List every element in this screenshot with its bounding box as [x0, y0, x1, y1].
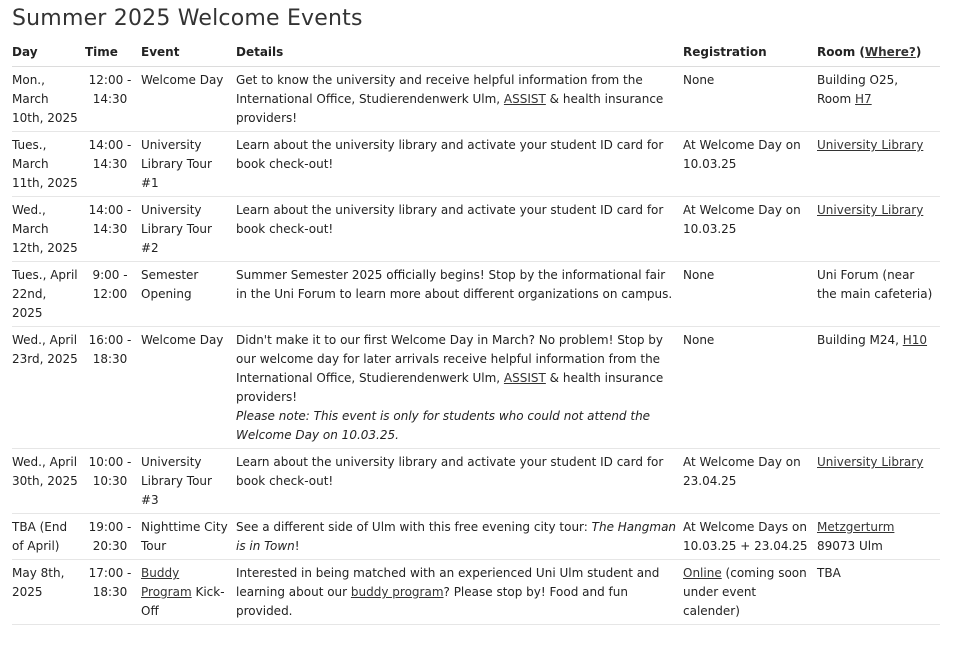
- registration-cell: None: [683, 327, 817, 449]
- registration-cell: At Welcome Day on 23.04.25: [683, 449, 817, 514]
- details-text: Get to know the university and receive helpful information from the International Office, Studierendenwerk Ulm,: [236, 73, 643, 106]
- university-library-link[interactable]: University Library: [817, 138, 924, 152]
- room-cell: [817, 514, 940, 560]
- details-cell: [236, 514, 683, 560]
- events-table: [12, 39, 940, 625]
- event-cell: Welcome Day: [141, 67, 236, 132]
- room-cell: [817, 132, 940, 197]
- details-cell: Learn about the university library and activate your student ID card for book check-out!: [236, 197, 683, 262]
- registration-cell: At Welcome Day on 10.03.25: [683, 197, 817, 262]
- day-cell: May 8th, 2025: [12, 560, 85, 625]
- details-cell: Summer Semester 2025 officially begins! Stop by the informational fair in the Uni Forum to learn more about different organizations on campus.: [236, 262, 683, 327]
- time-cell: 16:00 - 18:30: [85, 327, 141, 449]
- column-header-registration: Registration: [683, 39, 817, 67]
- column-header-event: Event: [141, 39, 236, 67]
- column-header-time: Time: [85, 39, 141, 67]
- university-library-link[interactable]: University Library: [817, 455, 924, 469]
- time-cell: 14:00 - 14:30: [85, 132, 141, 197]
- time-cell: 9:00 - 12:00: [85, 262, 141, 327]
- table-row: [12, 132, 940, 197]
- room-link-h7[interactable]: H7: [855, 92, 872, 106]
- details-text: !: [294, 539, 300, 553]
- tour-title: The Hangman is in Town: [236, 520, 677, 553]
- time-cell: 14:00 - 14:30: [85, 197, 141, 262]
- table-row: [12, 449, 940, 514]
- metzgerturm-link[interactable]: Metzgerturm: [817, 520, 895, 534]
- column-header-details: Details: [236, 39, 683, 67]
- room-cell: [817, 197, 940, 262]
- event-cell: University Library Tour #2: [141, 197, 236, 262]
- details-note: Please note: This event is only for students who could not attend the Welcome Day on 10.03.25.: [236, 409, 651, 442]
- buddy-program-link[interactable]: buddy program: [350, 585, 444, 599]
- event-cell: Welcome Day: [141, 327, 236, 449]
- time-cell: 10:00 - 10:30: [85, 449, 141, 514]
- registration-cell: None: [683, 67, 817, 132]
- where-link[interactable]: Where?: [864, 45, 916, 59]
- details-text: & health insurance providers!: [236, 371, 664, 404]
- day-cell: Wed., April 30th, 2025: [12, 449, 85, 514]
- column-header-room: [817, 39, 940, 67]
- event-cell: [141, 560, 236, 625]
- event-cell: University Library Tour #3: [141, 449, 236, 514]
- room-cell: [817, 327, 940, 449]
- room-header-prefix: Room (: [817, 45, 865, 59]
- room-text: Building M24,: [817, 333, 903, 347]
- time-cell: 12:00 - 14:30: [85, 67, 141, 132]
- registration-cell: [683, 560, 817, 625]
- room-cell: TBA: [817, 560, 940, 625]
- day-cell: Wed., March 12th, 2025: [12, 197, 85, 262]
- assist-link[interactable]: ASSIST: [503, 92, 546, 106]
- table-row: [12, 560, 940, 625]
- details-cell: Learn about the university library and activate your student ID card for book check-out!: [236, 449, 683, 514]
- online-registration-link[interactable]: Online: [683, 566, 722, 580]
- university-library-link[interactable]: University Library: [817, 203, 924, 217]
- details-text: Didn't make it to our first Welcome Day in March? No problem! Stop by our welcome day for later arrivals receive helpful information from the International Office, Studierendenwerk Ulm,: [236, 333, 664, 385]
- details-cell: [236, 67, 683, 132]
- registration-cell: None: [683, 262, 817, 327]
- table-row: [12, 262, 940, 327]
- details-text: Interested in being matched with an experienced Uni Ulm student and learning about our: [236, 566, 660, 599]
- page-title: Summer 2025 Welcome Events: [12, 6, 363, 31]
- table-row: [12, 197, 940, 262]
- buddy-program-link[interactable]: Buddy Program: [141, 566, 192, 599]
- table-row: [12, 514, 940, 560]
- room-text: 89073 Ulm: [817, 539, 883, 553]
- event-cell: Semester Opening: [141, 262, 236, 327]
- event-cell: University Library Tour #1: [141, 132, 236, 197]
- day-cell: Mon., March 10th, 2025: [12, 67, 85, 132]
- time-cell: 19:00 - 20:30: [85, 514, 141, 560]
- details-text: See a different side of Ulm with this free evening city tour:: [236, 520, 592, 534]
- registration-text: (coming soon under event calender): [683, 566, 807, 618]
- room-cell: [817, 67, 940, 132]
- table-row: [12, 67, 940, 132]
- details-cell: [236, 327, 683, 449]
- table-row: [12, 327, 940, 449]
- day-cell: TBA (End of April): [12, 514, 85, 560]
- table-header-row: [12, 39, 940, 67]
- day-cell: Tues., April 22nd, 2025: [12, 262, 85, 327]
- room-link-h10[interactable]: H10: [902, 333, 928, 347]
- room-cell: Uni Forum (near the main cafeteria): [817, 262, 940, 327]
- event-cell: Nighttime City Tour: [141, 514, 236, 560]
- room-cell: [817, 449, 940, 514]
- details-cell: [236, 560, 683, 625]
- details-cell: Learn about the university library and activate your student ID card for book check-out!: [236, 132, 683, 197]
- room-text: Building O25, Room: [817, 73, 899, 106]
- details-text: ? Please stop by! Food and fun provided.: [236, 585, 628, 618]
- column-header-day: Day: [12, 39, 85, 67]
- time-cell: 17:00 - 18:30: [85, 560, 141, 625]
- registration-cell: At Welcome Day on 10.03.25: [683, 132, 817, 197]
- details-text: & health insurance providers!: [236, 92, 664, 125]
- event-text: Kick-Off: [141, 585, 225, 618]
- day-cell: Wed., April 23rd, 2025: [12, 327, 85, 449]
- day-cell: Tues., March 11th, 2025: [12, 132, 85, 197]
- registration-cell: At Welcome Days on 10.03.25 + 23.04.25: [683, 514, 817, 560]
- room-header-suffix: ): [915, 45, 922, 59]
- assist-link[interactable]: ASSIST: [503, 371, 546, 385]
